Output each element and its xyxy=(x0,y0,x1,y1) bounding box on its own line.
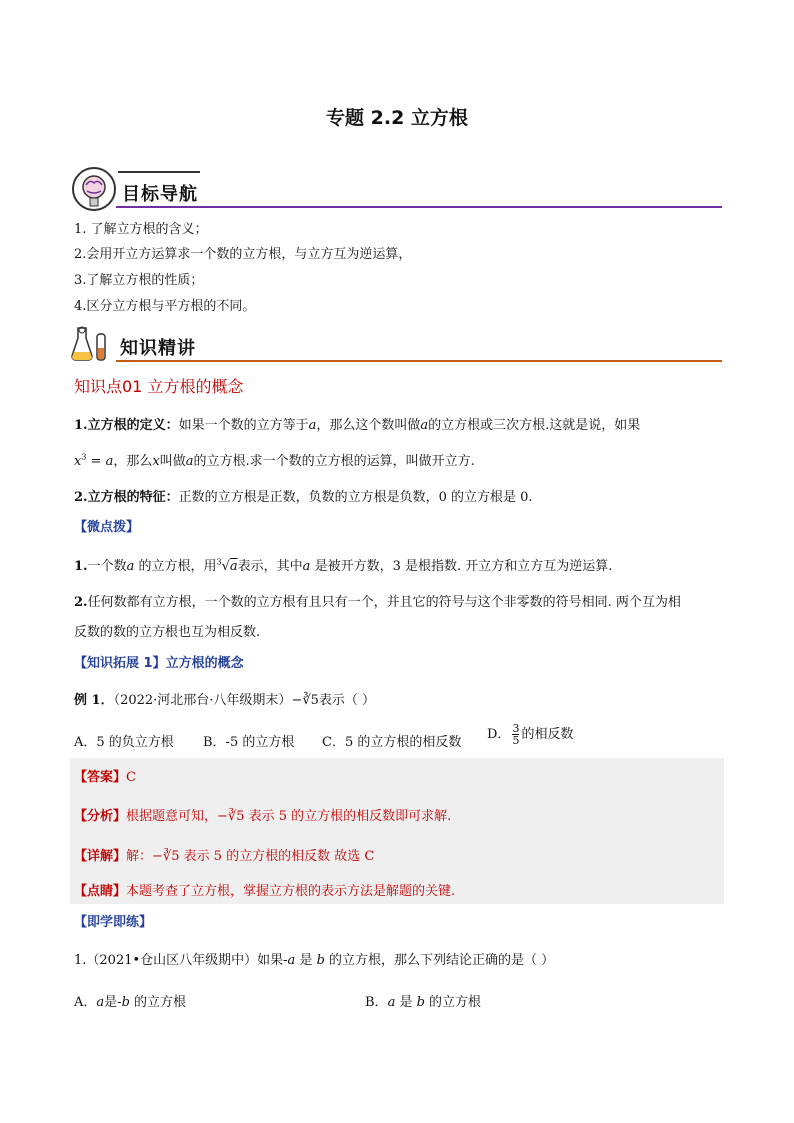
tip-line-3: 反数的数的立方根也互为相反数. xyxy=(74,625,261,640)
section-title-knowledge: 知识精讲 xyxy=(120,338,196,359)
extension-tag: 【知识拓展 1】立方根的概念 xyxy=(74,656,244,671)
example-1: 例 1．（2022·河北邢台·八年级期末）−∛5表示（ ） xyxy=(74,693,376,708)
tip-line-1: 1.一个数a 的立方根，用$^3$√a表示，其中a 是被开方数，3 是根指数. 开立方和立方互为逆运算. xyxy=(74,557,613,574)
lab-flask-icon xyxy=(70,324,112,362)
tip-line-2: 2.任何数都有立方根，一个数的立方根有且只有一个，并且它的符号与这个非零数的符号相同. 两个互为相 xyxy=(74,595,681,610)
option-b: B．-5 的立方根 xyxy=(203,735,295,750)
section-title-goals: 目标导航 xyxy=(122,184,198,205)
feature-line: 2.立方根的特征：正数的立方根是正数，负数的立方根是负数，0 的立方根是 0. xyxy=(74,490,533,505)
comment-line: 【点睛】本题考查了立方根，掌握立方根的表示方法是解题的关键. xyxy=(74,884,456,899)
option-d: D． $\frac{3}{5}$ 的相反数 xyxy=(487,722,574,747)
definition-label: 1.立方根的定义： xyxy=(74,418,179,433)
section-rule-purple xyxy=(116,206,722,208)
definition-line-1: 1.立方根的定义：如果一个数的立方等于a，那么这个数叫做a的立方根或三次方根.这就是说，如果 xyxy=(74,418,641,433)
goal-item: 4.区分立方根与平方根的不同。 xyxy=(74,299,256,314)
answer-line: 【答案】C xyxy=(74,770,136,785)
analysis-line: 【分析】根据题意可知，−∛5 表示 5 的立方根的相反数即可求解. xyxy=(74,809,452,824)
question-1: 1.（2021•仓山区八年级期中）如果-a 是 b 的立方根，那么下列结论正确的是（ ） xyxy=(74,953,555,968)
question-1-option-a: A．a是-b 的立方根 xyxy=(74,995,187,1010)
brain-head-icon xyxy=(72,167,116,211)
option-a: A．5 的负立方根 xyxy=(74,735,174,750)
fraction: $\frac{3}{5}$ xyxy=(512,722,520,747)
section-rule-orange xyxy=(116,360,722,362)
tip-tag: 【微点拨】 xyxy=(74,520,140,535)
cube-root-symbol: √ xyxy=(221,559,230,574)
goal-item: 2.会用开立方运算求一个数的立方根，与立方互为逆运算， xyxy=(74,247,412,262)
detail-line: 【详解】解：−∛5 表示 5 的立方根的相反数 故选 C xyxy=(74,849,375,864)
goal-item: 1. 了解立方根的含义； xyxy=(74,222,208,237)
knowledge-point-title: 知识点01 立方根的概念 xyxy=(74,377,244,396)
section-decor-line xyxy=(118,171,200,173)
page-title: 专题 2.2 立方根 xyxy=(326,107,468,129)
definition-line-2: $x^3 = a$，那么x叫做a的立方根.求一个数的立方根的运算，叫做开立方. xyxy=(74,452,475,469)
goal-item: 3.了解立方根的性质； xyxy=(74,273,204,288)
practice-tag: 【即学即练】 xyxy=(74,915,153,930)
option-c: C．5 的立方根的相反数 xyxy=(322,735,462,750)
question-1-option-b: B．a 是 b 的立方根 xyxy=(365,995,482,1010)
